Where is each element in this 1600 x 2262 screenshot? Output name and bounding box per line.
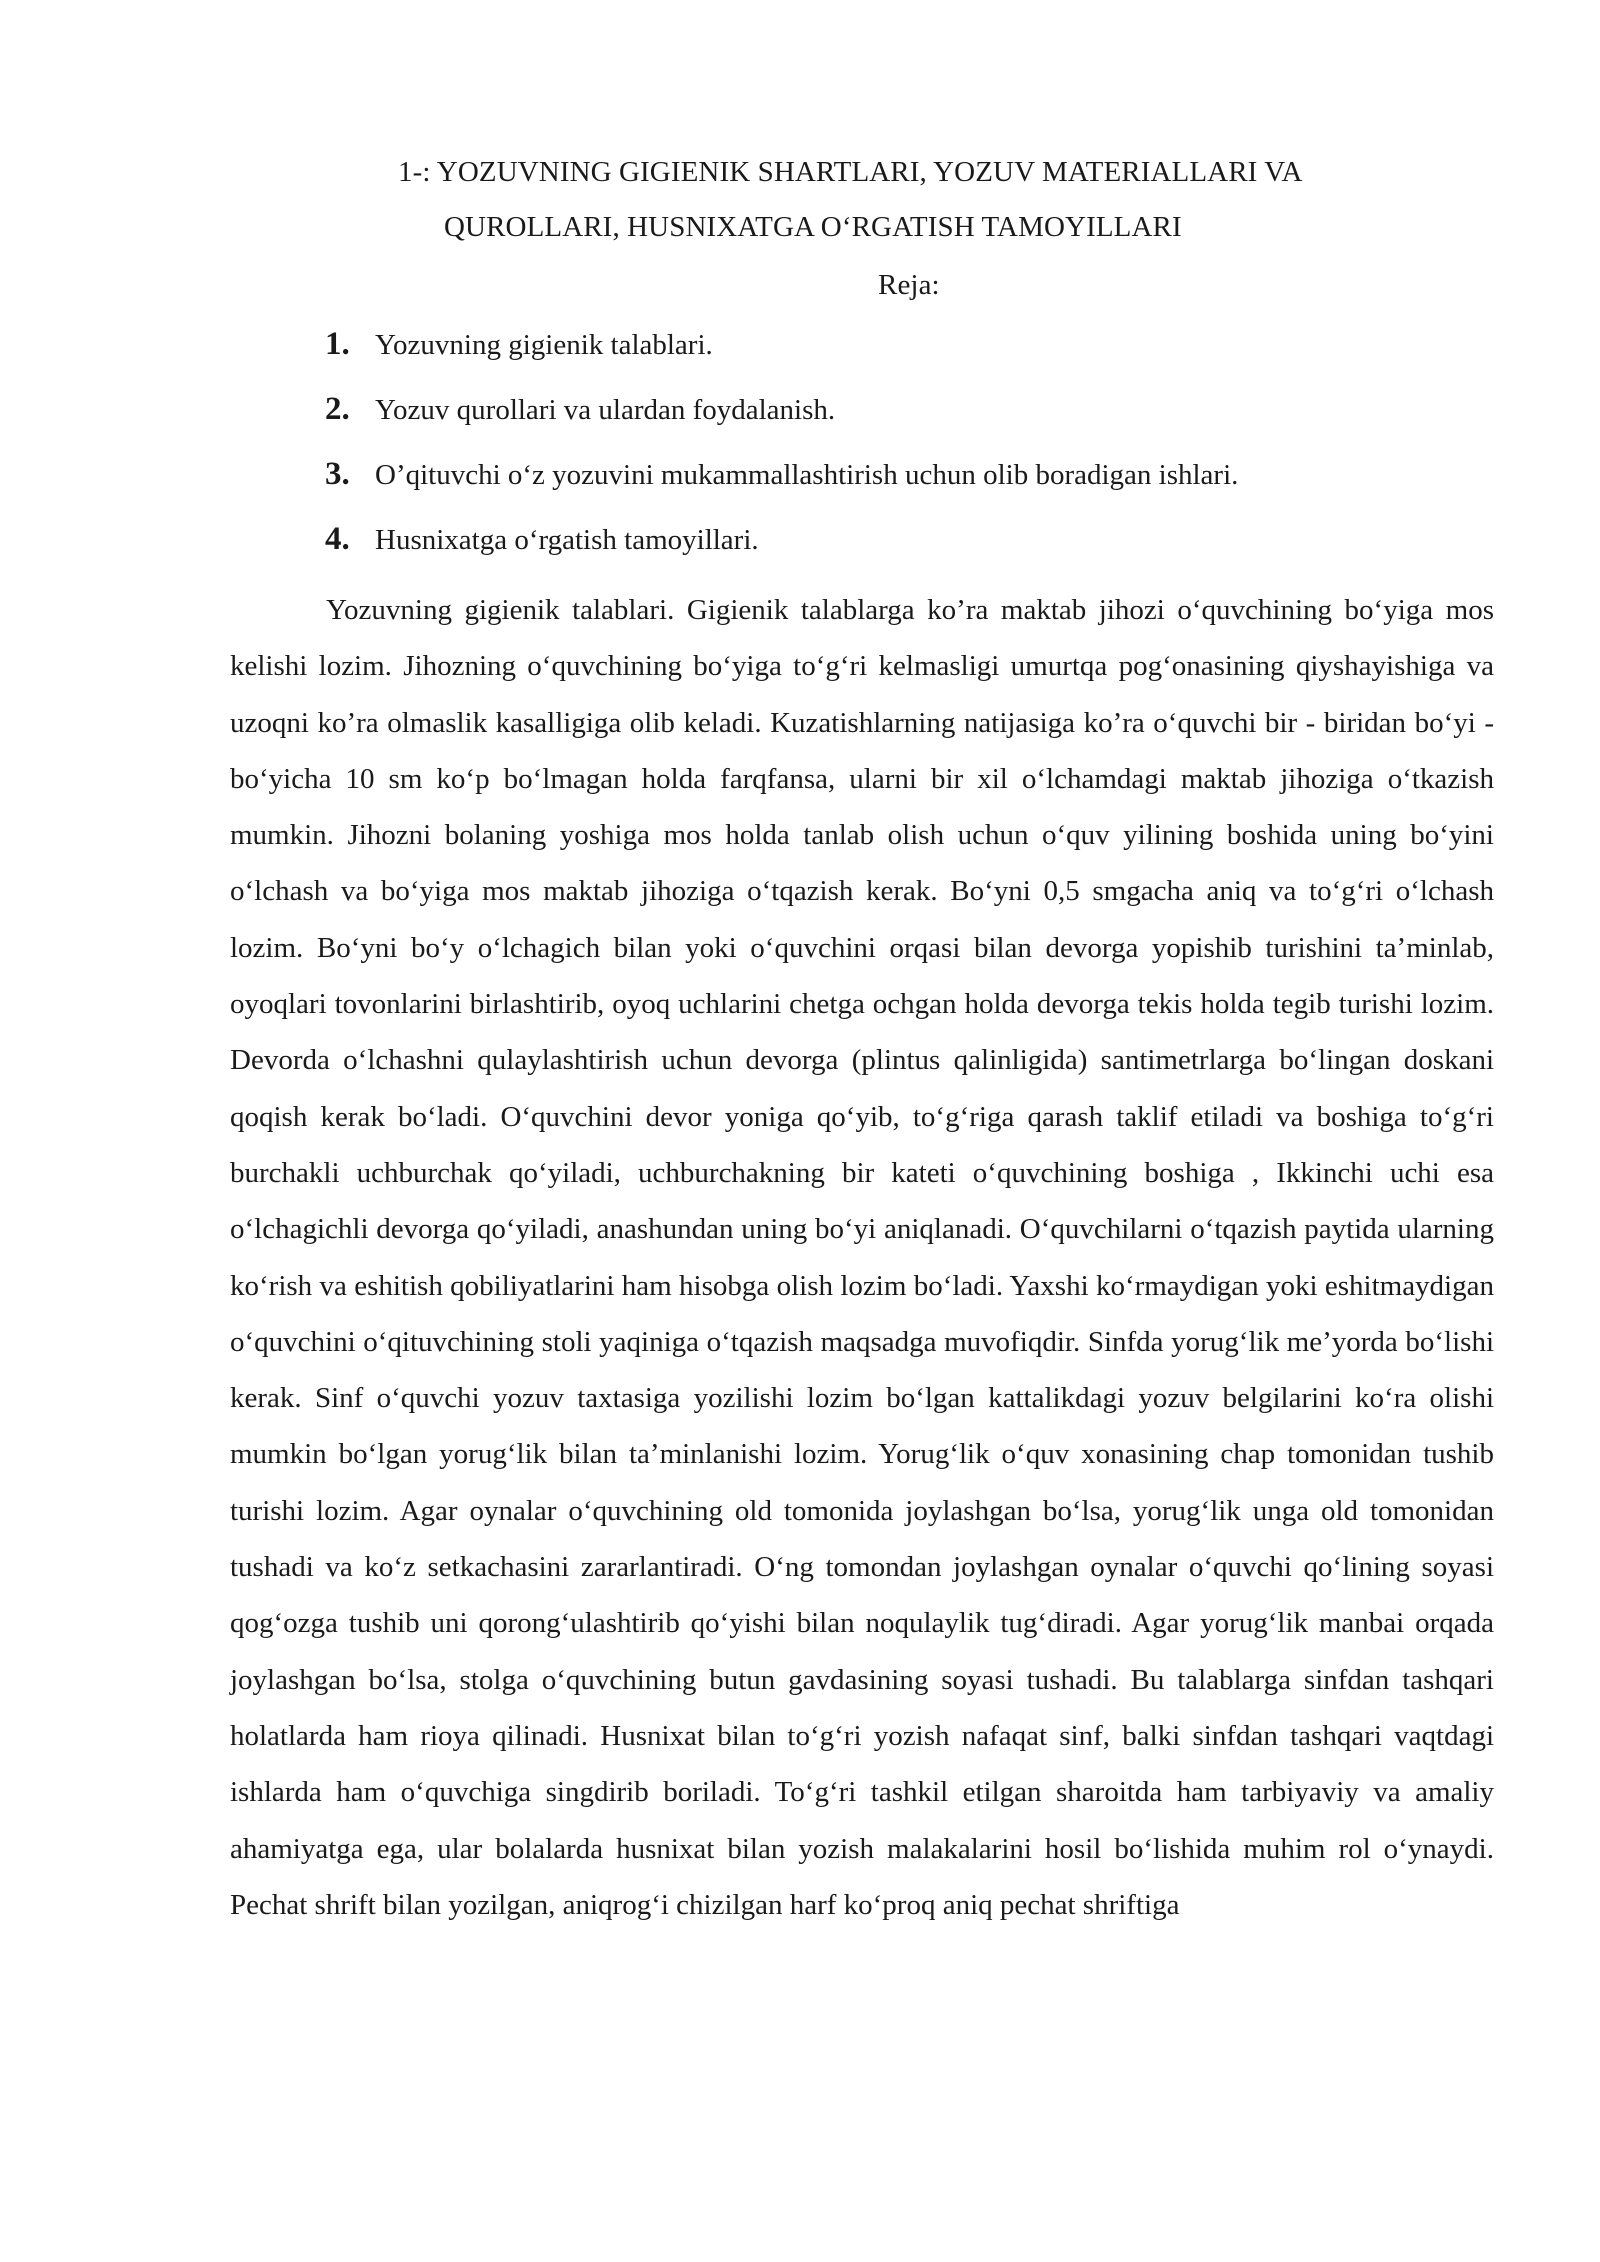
plan-heading: Reja: bbox=[878, 269, 940, 301]
plan-item-number: 3. bbox=[325, 456, 350, 492]
plan-item bbox=[325, 326, 713, 363]
plan-item-number: 4. bbox=[325, 521, 350, 557]
plan-item-number: 2. bbox=[325, 391, 350, 427]
plan-item-text: Yozuvning gigienik talablari. bbox=[375, 329, 713, 361]
plan-item-text: Husnixatga o‘rgatish tamoyillari. bbox=[375, 524, 759, 556]
document-title-line-2: QUROLLARI, HUSNIXATGA O‘RGATISH TAMOYILLARI bbox=[444, 211, 1182, 243]
plan-item bbox=[325, 391, 835, 428]
body-paragraph: Yozuvning gigienik talablari. Gigienik talablarga ko’ra maktab jihozi o‘quvchining bo‘yiga mos kelishi lozim. Jihozning o‘quvchining bo‘yiga to‘g‘ri kelmasligi umurtqa pog‘onasining qiyshayishiga va uzoqni ko’ra olmaslik kasalligiga olib keladi. Kuzatishlarning natijasiga ko’ra o‘quvchi bir - biridan bo‘yi -bo‘yicha 10 sm ko‘p bo‘lmagan holda farqfansa, ularni bir xil o‘lchamdagi maktab jihoziga o‘tkazish mumkin. Jihozni bolaning yoshiga mos holda tanlab olish uchun o‘quv yilining boshida uning bo‘yini o‘lchash va bo‘yiga mos maktab jihoziga o‘tqazish kerak. Bo‘yni 0,5 smgacha aniq va to‘g‘ri o‘lchash lozim. Bo‘yni bo‘y o‘lchagich bilan yoki o‘quvchini orqasi bilan devorga yopishib turishini ta’minlab, oyoqlari tovonlarini birlashtirib, oyoq uchlarini chetga ochgan holda devorga tekis holda tegib turishi lozim. Devorda o‘lchashni qulaylashtirish uchun devorga (plintus qalinligida) santimetrlarga bo‘lingan doskani qoqish kerak bo‘ladi. O‘quvchini devor yoniga qo‘yib, to‘g‘riga qarash taklif etiladi va boshiga to‘g‘ri burchakli uchburchak qo‘yiladi, uchburchakning bir kateti o‘quvchining boshiga , Ikkinchi uchi esa o‘lchagichli devorga qo‘yiladi, anashundan uning bo‘yi aniqlanadi. O‘quvchilarni o‘tqazish paytida ularning ko‘rish va eshitish qobiliyatlarini ham hisobga olish lozim bo‘ladi. Yaxshi ko‘rmaydigan yoki eshitmaydigan o‘quvchini o‘qituvchining stoli yaqiniga o‘tqazish maqsadga muvofiqdir. Sinfda yorug‘lik me’yorda bo‘lishi kerak. Sinf o‘quvchi yozuv taxtasiga yozilishi lozim bo‘lgan kattalikdagi yozuv belgilarini ko‘ra olishi mumkin bo‘lgan yorug‘lik bilan ta’minlanishi lozim. Yorug‘lik o‘quv xonasining chap tomonidan tushib turishi lozim. Agar oynalar o‘quvchining old tomonida joylashgan bo‘lsa, yorug‘lik unga old tomonidan tushadi va ko‘z setkachasini zararlantiradi. O‘ng tomondan joylashgan oynalar o‘quvchi qo‘lining soyasi qog‘ozga tushib uni qorong‘ulashtirib qo‘yishi bilan noqulaylik tug‘diradi. Agar yorug‘lik manbai orqada joylashgan bo‘lsa, stolga o‘quvchining butun gavdasining soyasi tushadi. Bu talablarga sinfdan tashqari holatlarda ham rioya qilinadi. Husnixat bilan to‘g‘ri yozish nafaqat sinf, balki sinfdan tashqari vaqtdagi ishlarda ham o‘quvchiga singdirib boriladi. To‘g‘ri tashkil etilgan sharoitda ham tarbiyaviy va amaliy ahamiyatga ega, ular bolalarda husnixat bilan yozish malakalarini hosil bo‘lishida muhim rol o‘ynaydi. Pechat shrift bilan yozilgan, aniqrog‘i chizilgan harf ko‘proq aniq pechat shriftiga bbox=[230, 594, 1494, 1921]
document-title-line-1: 1-: YOZUVNING GIGIENIK SHARTLARI, YOZUV MATERIALLARI VA bbox=[398, 156, 1303, 188]
plan-item-number: 1. bbox=[325, 326, 350, 362]
plan-item bbox=[325, 456, 1238, 493]
plan-item bbox=[325, 521, 759, 558]
plan-item-text: O’qituvchi o‘z yozuvini mukammallashtirish uchun olib boradigan ishlari. bbox=[375, 459, 1239, 491]
plan-item-text: Yozuv qurollari va ulardan foydalanish. bbox=[375, 394, 836, 426]
